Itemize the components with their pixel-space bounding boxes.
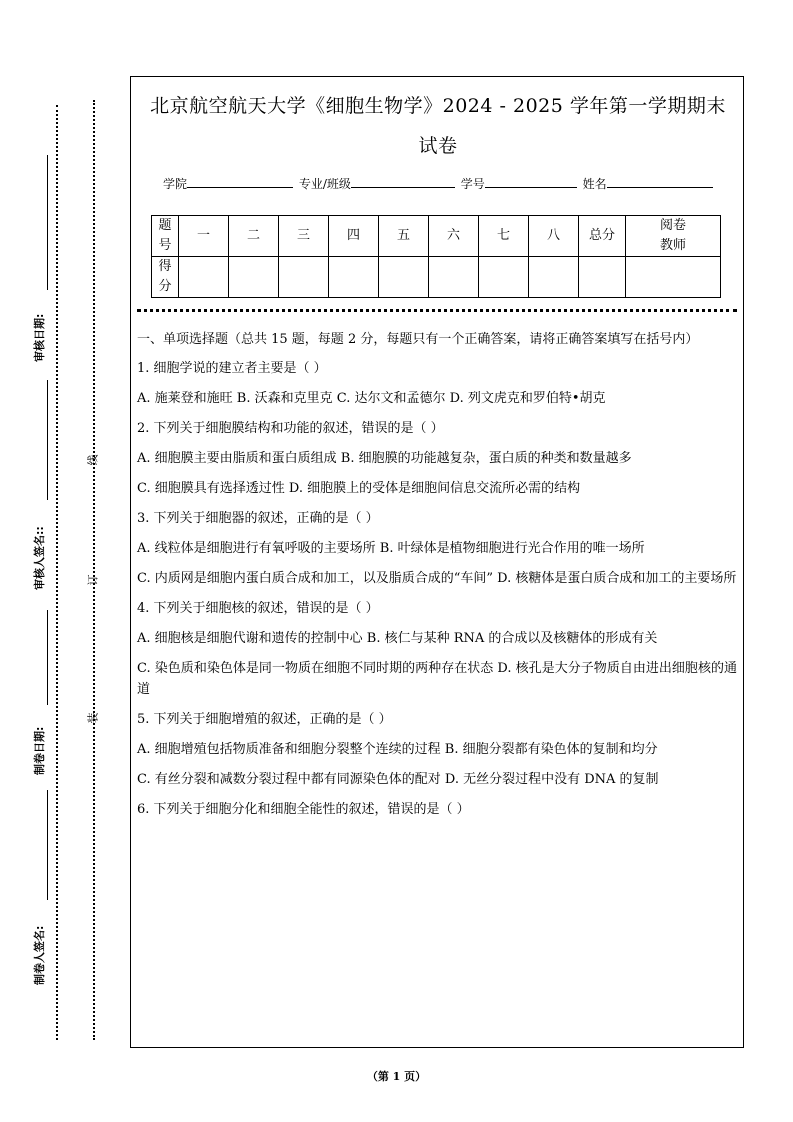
score-table bbox=[151, 215, 721, 298]
binding-char-staple: 订 bbox=[86, 574, 100, 586]
section-heading: 一、单项选择题（总共 15 题，每题 2 分，每题只有一个正确答案，请将正确答案填写在括号内） bbox=[137, 332, 699, 347]
question-options: A. 细胞核是细胞代谢和遗传的控制中心 B. 核仁与某种 RNA 的合成以及核糖体的形成有关 bbox=[137, 631, 658, 646]
score-cell[interactable] bbox=[529, 257, 579, 298]
name-field[interactable] bbox=[607, 175, 713, 188]
question-options: A. 细胞增殖包括物质准备和细胞分裂整个连续的过程 B. 细胞分裂都有染色体的复制和均分 bbox=[137, 742, 658, 757]
score-col-2: 二 bbox=[229, 216, 279, 257]
score-cell[interactable] bbox=[429, 257, 479, 298]
score-cell[interactable] bbox=[279, 257, 329, 298]
exam-title-line1: 北京航空航天大学《细胞生物学》2024 - 2025 学年第一学期期末 bbox=[150, 95, 726, 117]
score-cell[interactable] bbox=[229, 257, 279, 298]
review-date-label: 审核日期: bbox=[33, 313, 46, 362]
score-col-8: 八 bbox=[529, 216, 579, 257]
score-col-7: 七 bbox=[479, 216, 529, 257]
college-label: 学院 bbox=[163, 177, 188, 191]
score-cell[interactable] bbox=[179, 257, 229, 298]
score-cell[interactable] bbox=[626, 257, 721, 298]
score-cell[interactable] bbox=[379, 257, 429, 298]
preparer-signature-label: 制卷人签名: bbox=[33, 925, 46, 985]
question-stem: 3. 下列关于细胞器的叙述，正确的是（ ） bbox=[137, 511, 379, 526]
question-body bbox=[137, 329, 737, 829]
binding-char-line: 线 bbox=[86, 454, 100, 466]
review-date-line bbox=[47, 155, 48, 290]
student-info-row bbox=[163, 175, 715, 192]
score-col-6: 六 bbox=[429, 216, 479, 257]
student-id-field[interactable] bbox=[485, 175, 577, 188]
question-options: C. 内质网是细胞内蛋白质合成和加工，以及脂质合成的“车间” D. 核糖体是蛋白质合成和加工的主要场所 bbox=[137, 571, 737, 586]
major-class-label: 专业/班级 bbox=[298, 177, 351, 191]
page-number: （第 1 页） bbox=[366, 1070, 427, 1083]
question-stem: 4. 下列关于细胞核的叙述，错误的是（ ） bbox=[137, 601, 379, 616]
question-options: A. 细胞膜主要由脂质和蛋白质组成 B. 细胞膜的功能越复杂，蛋白质的种类和数量越多 bbox=[137, 451, 632, 466]
name-label: 姓名 bbox=[582, 177, 607, 191]
question-options: C. 有丝分裂和减数分裂过程中都有同源染色体的配对 D. 无丝分裂过程中没有 DNA 的复制 bbox=[137, 772, 659, 787]
score-col-1: 一 bbox=[179, 216, 229, 257]
question-options: C. 细胞膜具有选择透过性 D. 细胞膜上的受体是细胞间信息交流所必需的结构 bbox=[137, 481, 581, 496]
score-col-5: 五 bbox=[379, 216, 429, 257]
question-stem: 5. 下列关于细胞增殖的叙述，正确的是（ ） bbox=[137, 712, 392, 727]
score-table-header-row bbox=[152, 216, 721, 257]
question-options: A. 线粒体是细胞进行有氧呼吸的主要场所 B. 叶绿体是植物细胞进行光合作用的唯一场所 bbox=[137, 541, 645, 556]
prep-date-line bbox=[47, 610, 48, 705]
score-cell[interactable] bbox=[479, 257, 529, 298]
reviewer-signature-label: 审核人签名:: bbox=[33, 526, 46, 590]
binding-char-fold: 装 bbox=[86, 712, 100, 724]
fold-dotted-line bbox=[56, 105, 58, 1040]
question-options: A. 施莱登和施旺 B. 沃森和克里克 C. 达尔文和孟德尔 D. 列文虎克和罗伯特•胡克 bbox=[137, 391, 606, 406]
question-options: C. 染色质和染色体是同一物质在细胞不同时期的两种存在状态 D. 核孔是大分子物质自由进出细胞核的通道 bbox=[137, 661, 737, 697]
score-cell[interactable] bbox=[329, 257, 379, 298]
preparer-signature-line bbox=[47, 790, 48, 900]
student-id-label: 学号 bbox=[460, 177, 485, 191]
score-table-score-row bbox=[152, 257, 721, 298]
score-col-3: 三 bbox=[279, 216, 329, 257]
score-row-label-question: 题 号 bbox=[152, 216, 179, 257]
binding-dotted-line bbox=[93, 100, 95, 1040]
question-stem: 2. 下列关于细胞膜结构和功能的叙述，错误的是（ ） bbox=[137, 421, 444, 436]
exam-frame bbox=[130, 76, 744, 1048]
score-cell[interactable] bbox=[579, 257, 626, 298]
prep-date-label: 制卷日期: bbox=[33, 726, 46, 775]
question-stem: 6. 下列关于细胞分化和细胞全能性的叙述，错误的是（ ） bbox=[137, 802, 470, 817]
exam-title-line2: 试卷 bbox=[418, 135, 458, 157]
question-stem: 1. 细胞学说的建立者主要是（ ） bbox=[137, 361, 327, 376]
college-field[interactable] bbox=[187, 175, 293, 188]
separator-dotted-line bbox=[137, 309, 737, 312]
score-col-total: 总分 bbox=[579, 216, 626, 257]
reviewer-signature-line bbox=[47, 380, 48, 500]
score-col-grader: 阅卷 教师 bbox=[626, 216, 721, 257]
major-class-field[interactable] bbox=[351, 175, 455, 188]
score-col-4: 四 bbox=[329, 216, 379, 257]
score-row-label-score: 得 分 bbox=[152, 257, 179, 298]
